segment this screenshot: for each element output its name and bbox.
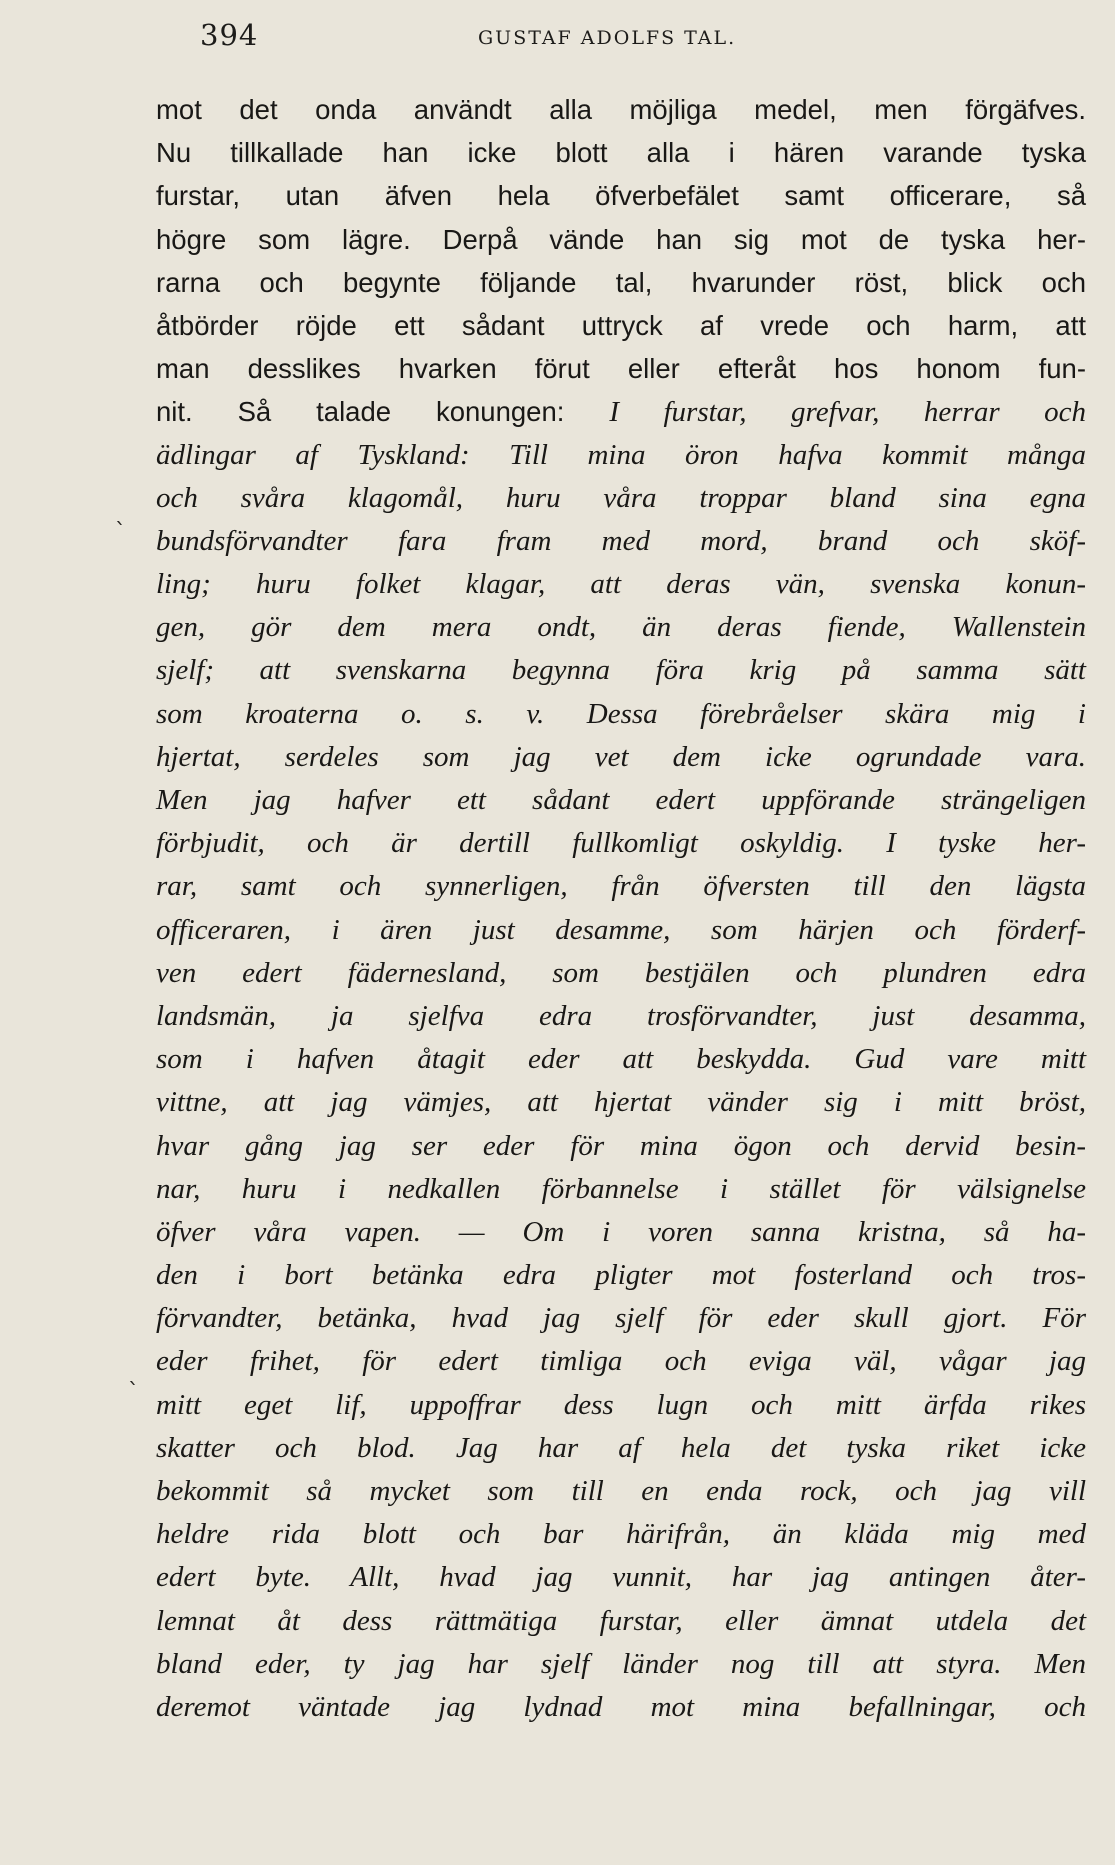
text-line: mitt eget lif, uppoffrar dess lugn och mitt ärfda rikes [156,1388,1086,1421]
text-line: hvar gång jag ser eder för mina ögon och dervid besin- [156,1129,1086,1162]
text-line: officeraren, i ären just desamme, som härjen och förderf- [156,913,1086,946]
margin-mark: ` [128,1380,139,1405]
text-line: nar, huru i nedkallen förbannelse i stället för välsignelse [156,1172,1086,1205]
text-line: furstar, utan äfven hela öfverbefälet samt officerare, så [156,180,1086,212]
text-line: förbjudit, och är dertill fullkomligt oskyldig. I tyske her- [156,827,1086,860]
text-line: man desslikes hvarken förut eller efteråt hos honom fun- [156,353,1086,385]
text-line: hjertat, serdeles som jag vet dem icke ogrundade vara. [156,740,1086,773]
text-line: deremot väntade jag lydnad mot mina befallningar, och [156,1690,1086,1723]
text-line: som i hafven åtagit eder att beskydda. Gud vare mitt [156,1043,1086,1076]
page-header [200,18,920,78]
text-line: eder frihet, för edert timliga och eviga väl, vågar jag [156,1345,1086,1378]
running-title: GUSTAF ADOLFS TAL. [478,27,737,49]
text-line: och svåra klagomål, huru våra troppar bland sina egna [156,481,1086,514]
text-line: edert byte. Allt, hvad jag vunnit, har jag antingen åter- [156,1561,1086,1594]
text-line: Nu tillkallade han icke blott alla i hären varande tyska [156,137,1086,169]
text-line: mot det onda användt alla möjliga medel, men förgäfves. [156,94,1086,125]
text-line: högre som lägre. Derpå vände han sig mot de tyska her- [156,223,1086,255]
text-line: skatter och blod. Jag har af hela det tyska riket icke [156,1431,1086,1464]
text-line: sjelf; att svenskarna begynna föra krig på samma sätt [156,654,1086,687]
text-line: åtbörder röjde ett sådant uttryck af vrede och harm, att [156,309,1086,341]
text-line: den i bort betänka edra pligter mot fosterland och tros- [156,1259,1086,1292]
text-line: bundsförvandter fara fram med mord, brand och sköf- [156,524,1086,557]
text-line: lemnat åt dess rättmätiga furstar, eller ämnat utdela det [156,1604,1086,1637]
text-line: ädlingar af Tyskland: Till mina öron hafva kommit många [156,438,1086,471]
text-line: rar, samt och synnerligen, från öfversten till den lägsta [156,870,1086,903]
page-number: 394 [200,18,259,52]
text-line: Men jag hafver ett sådant edert uppförande strängeligen [156,784,1086,816]
text-line: som kroaterna o. s. v. Dessa förebråelser skära mig i [156,697,1086,730]
text-line: heldre rida blott och bar härifrån, än kläda mig med [156,1518,1086,1551]
text-line: ven edert fädernesland, som bestjälen och plundren edra [156,956,1086,989]
text-line: bekommit så mycket som till en enda rock, och jag vill [156,1475,1086,1507]
text-line: bland eder, ty jag har sjelf länder nog till att styra. Men [156,1647,1086,1680]
text-segment-italic: I furstar, grefvar, herrar och [609,396,1086,429]
text-line: öfver våra vapen. — Om i voren sanna kristna, så ha- [156,1215,1086,1248]
text-line [156,390,1086,433]
text-line: gen, gör dem mera ondt, än deras fiende, Wallenstein [156,611,1086,644]
text-line: förvandter, betänka, hvad jag sjelf för eder skull gjort. För [156,1302,1086,1335]
margin-mark: ` [115,520,126,545]
text-line: ling; huru folket klagar, att deras vän, svenska konun- [156,568,1086,601]
text-segment-roman: nit. Så talade konungen: [156,396,610,428]
body-text [156,88,1086,1729]
text-line: rarna och begynte följande tal, hvarunder röst, blick och [156,266,1086,298]
text-line: landsmän, ja sjelfva edra trosförvandter, just desamma, [156,999,1086,1032]
text-line: vittne, att jag vämjes, att hjertat vänder sig i mitt bröst, [156,1086,1086,1119]
